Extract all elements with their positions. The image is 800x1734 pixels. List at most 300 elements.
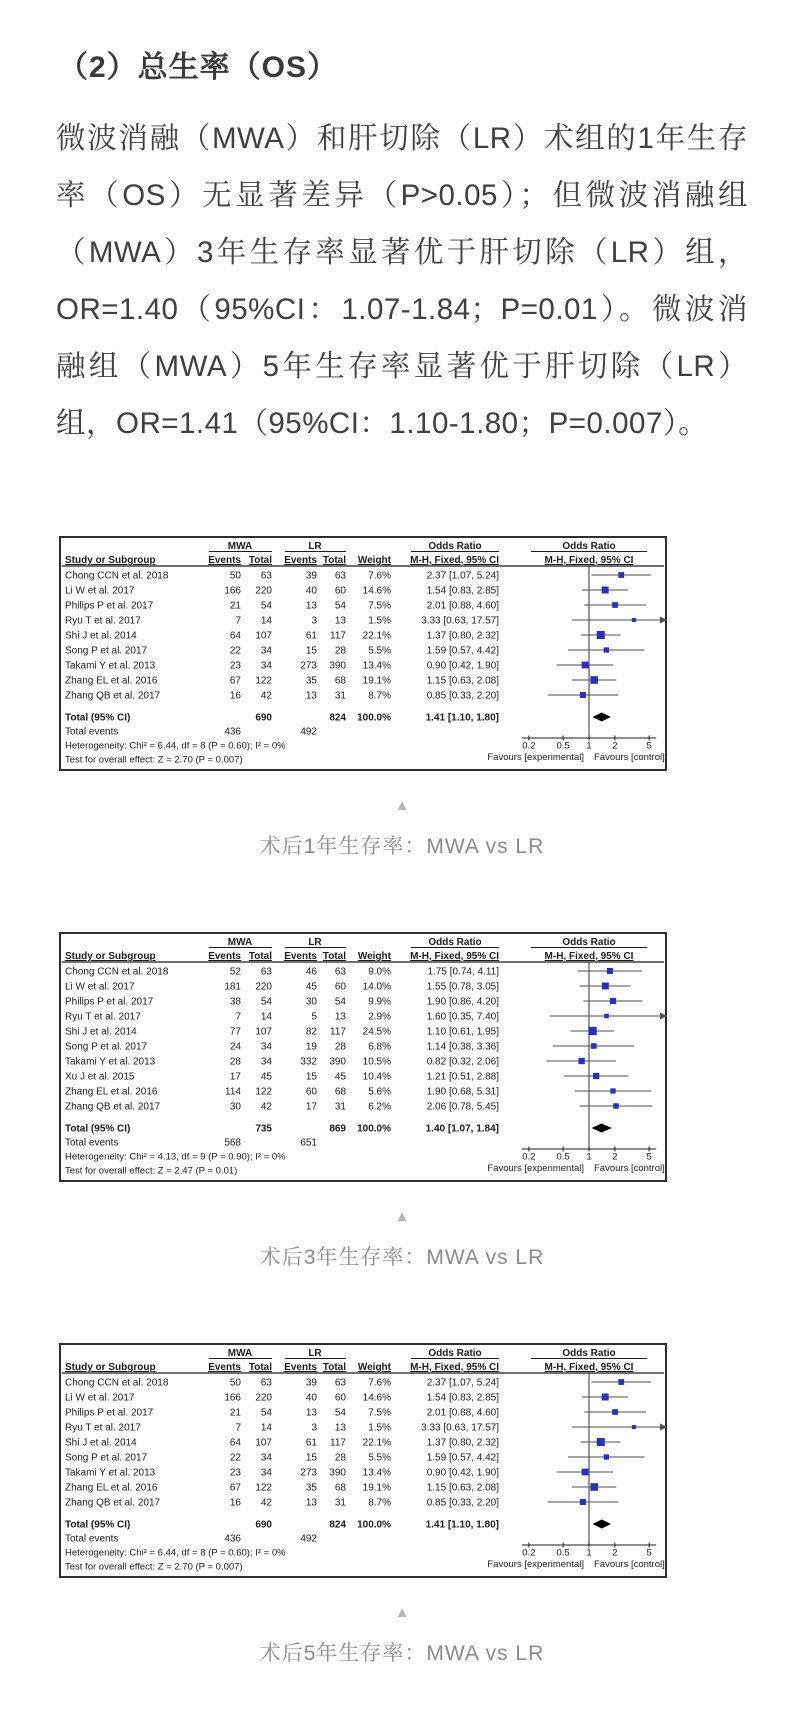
weight-text: 6.8% xyxy=(368,1041,391,1053)
axis-tick-label: 2 xyxy=(612,740,618,752)
mwa-total-text: 54 xyxy=(260,1407,272,1419)
lr-events-text: 82 xyxy=(305,1026,317,1038)
mwa-events-text: 50 xyxy=(229,1377,241,1389)
weight-text: 13.4% xyxy=(362,1467,391,1479)
lr-events-text: 35 xyxy=(305,675,317,687)
lr-events-text: 39 xyxy=(305,570,317,582)
weight-text: 1.5% xyxy=(368,615,391,627)
lr-events-text: 45 xyxy=(305,981,317,993)
or-ci-text: 1.21 [0.51, 2.88] xyxy=(426,1071,499,1083)
mwa-events-text: 30 xyxy=(229,1101,241,1113)
collapse-triangle-icon[interactable]: ▲ xyxy=(394,1604,410,1621)
effect-square xyxy=(590,1483,598,1491)
mwa-events-text: 21 xyxy=(229,600,241,612)
col-study: Study or Subgroup xyxy=(65,1362,156,1373)
weight-text: 14.6% xyxy=(362,585,391,597)
effect-square xyxy=(604,647,609,652)
weight-text: 9.0% xyxy=(368,966,391,978)
study-name-text: Zhang QB et al. 2017 xyxy=(65,1101,161,1113)
mwa-total-text: 220 xyxy=(255,585,272,597)
lr-total-text: 31 xyxy=(334,690,346,702)
lr-events-text: 15 xyxy=(305,1071,317,1083)
study-name-text: Xu J et al. 2015 xyxy=(65,1071,135,1083)
study-name-text: Chong CCN et al. 2018 xyxy=(65,1377,169,1389)
total-label: Total (95% CI) xyxy=(65,1519,131,1531)
mwa-total-text: 63 xyxy=(260,570,272,582)
weight-text: 8.7% xyxy=(368,690,391,702)
total-weight: 100.0% xyxy=(357,1123,391,1135)
lr-total-text: 54 xyxy=(334,996,346,1008)
figure-caption-3year: 术后3年生存率：MWA vs LR xyxy=(259,1246,545,1269)
axis-tick-label: 1 xyxy=(586,1547,592,1559)
col-mh-fixed-ci-graph: M-H, Fixed, 95% CI xyxy=(544,1362,634,1373)
lr-events-text: 19 xyxy=(305,1041,317,1053)
mwa-events-text: 166 xyxy=(224,1392,241,1404)
lr-events-text: 13 xyxy=(305,600,317,612)
effect-square xyxy=(582,1469,589,1476)
heterogeneity-text: Heterogeneity: Chi² = 6.44, df = 8 (P = 0.60); I² = 0% xyxy=(65,1547,286,1559)
forest-plot-wrap xyxy=(59,932,748,1182)
mwa-total-text: 42 xyxy=(260,1497,272,1509)
axis-tick-label: 1 xyxy=(586,1151,592,1163)
lr-total-text: 31 xyxy=(334,1497,346,1509)
axis-tick-label: 0.5 xyxy=(556,740,570,752)
col-mh-fixed-ci: M-H, Fixed, 95% CI xyxy=(410,555,499,566)
weight-text: 8.7% xyxy=(368,1497,391,1509)
mwa-events-text: 16 xyxy=(229,1497,241,1509)
forest-plot-wrap xyxy=(59,1343,748,1578)
figure-block-3year xyxy=(56,932,748,1271)
study-name-text: Philips P et al. 2017 xyxy=(65,600,154,612)
total-mwa-n: 690 xyxy=(255,712,272,724)
lr-events-text: 5 xyxy=(311,1011,317,1023)
favours-left-label: Favours [experimental] xyxy=(487,752,584,763)
study-name-text: Li W et al. 2017 xyxy=(65,1392,135,1404)
mwa-total-text: 45 xyxy=(260,1071,272,1083)
or-ci-text: 3.33 [0.63, 17.57] xyxy=(421,615,499,627)
lr-total-text: 28 xyxy=(334,1041,346,1053)
col-group-lr: LR xyxy=(308,937,322,948)
col-lr-total: Total xyxy=(322,555,346,566)
col-mh-fixed-ci: M-H, Fixed, 95% CI xyxy=(410,1362,499,1373)
mwa-events-text: 50 xyxy=(229,570,241,582)
lr-total-text: 63 xyxy=(334,1377,346,1389)
or-ci-text: 1.55 [0.78, 3.05] xyxy=(426,981,499,993)
weight-text: 7.5% xyxy=(368,600,391,612)
mwa-total-text: 34 xyxy=(260,645,272,657)
lr-total-text: 13 xyxy=(334,1422,346,1434)
study-name-text: Song P et al. 2017 xyxy=(65,1041,148,1053)
lr-events-text: 46 xyxy=(305,966,317,978)
lr-events-text: 15 xyxy=(305,645,317,657)
weight-text: 14.0% xyxy=(362,981,391,993)
heterogeneity-text: Heterogeneity: Chi² = 6.44, df = 8 (P = 0.60); I² = 0% xyxy=(65,740,286,752)
effect-square xyxy=(597,1438,605,1446)
effect-square xyxy=(610,998,616,1004)
col-mwa-total: Total xyxy=(248,1362,272,1373)
lr-events-text: 40 xyxy=(305,585,317,597)
total-events-lr: 492 xyxy=(300,1533,317,1545)
total-events-lr: 651 xyxy=(300,1137,317,1149)
lr-total-text: 60 xyxy=(334,981,346,993)
effect-square xyxy=(582,662,589,669)
study-name-text: Zhang EL et al. 2016 xyxy=(65,675,158,687)
total-events-mwa: 568 xyxy=(224,1137,241,1149)
mwa-events-text: 166 xyxy=(224,585,241,597)
total-lr-n: 824 xyxy=(329,1519,346,1531)
lr-total-text: 68 xyxy=(334,1482,346,1494)
axis-tick-label: 0.2 xyxy=(522,1547,536,1559)
mwa-total-text: 122 xyxy=(255,675,272,687)
weight-text: 2.9% xyxy=(368,1011,391,1023)
mwa-events-text: 16 xyxy=(229,690,241,702)
favours-right-label: Favours [control] xyxy=(594,1559,665,1570)
effect-square xyxy=(618,1379,624,1385)
total-lr-n: 869 xyxy=(329,1123,346,1135)
weight-text: 1.5% xyxy=(368,1422,391,1434)
effect-square xyxy=(604,1014,609,1019)
col-group-lr: LR xyxy=(308,1348,322,1359)
lr-events-text: 39 xyxy=(305,1377,317,1389)
mwa-events-text: 21 xyxy=(229,1407,241,1419)
study-name-text: Takami Y et al. 2013 xyxy=(65,1467,156,1479)
study-name-text: Li W et al. 2017 xyxy=(65,585,135,597)
axis-tick-label: 0.2 xyxy=(522,1151,536,1163)
lr-total-text: 28 xyxy=(334,1452,346,1464)
lr-events-text: 30 xyxy=(305,996,317,1008)
total-events-mwa: 436 xyxy=(224,1533,241,1545)
weight-text: 9.9% xyxy=(368,996,391,1008)
col-mwa-events: Events xyxy=(208,555,241,566)
or-ci-text: 2.37 [1.07, 5.24] xyxy=(426,570,499,582)
or-ci-text: 0.90 [0.42, 1.90] xyxy=(426,1467,499,1479)
mwa-total-text: 122 xyxy=(255,1086,272,1098)
col-lr-events: Events xyxy=(284,951,317,962)
mwa-events-text: 17 xyxy=(229,1071,241,1083)
col-mh-fixed-ci-graph: M-H, Fixed, 95% CI xyxy=(544,555,634,566)
col-mwa-events: Events xyxy=(208,1362,241,1373)
lr-total-text: 68 xyxy=(334,1086,346,1098)
weight-text: 7.6% xyxy=(368,570,391,582)
or-ci-text: 2.01 [0.88, 4.60] xyxy=(426,1407,499,1419)
lr-total-text: 45 xyxy=(334,1071,346,1083)
or-ci-text: 1.75 [0.74, 4.11] xyxy=(427,966,499,978)
or-ci-text: 1.37 [0.80, 2.32] xyxy=(426,1437,499,1449)
figure-block-5year xyxy=(56,1343,748,1667)
or-ci-text: 1.54 [0.83, 2.85] xyxy=(426,585,499,597)
weight-text: 10.4% xyxy=(362,1071,391,1083)
total-or-ci: 1.40 [1.07, 1.84] xyxy=(425,1123,499,1135)
study-name-text: Shi J et al. 2014 xyxy=(65,630,137,642)
or-ci-text: 3.33 [0.63, 17.57] xyxy=(421,1422,499,1434)
col-odds-ratio-graph: Odds Ratio xyxy=(562,937,616,948)
lr-events-text: 61 xyxy=(305,1437,317,1449)
effect-square xyxy=(580,692,586,698)
total-weight: 100.0% xyxy=(357,712,391,724)
overall-effect-text: Test for overall effect: Z = 2.70 (P = 0.007) xyxy=(65,754,243,766)
total-weight: 100.0% xyxy=(357,1519,391,1531)
effect-square xyxy=(602,587,609,594)
study-name-text: Shi J et al. 2014 xyxy=(65,1026,137,1038)
or-ci-text: 0.85 [0.33, 2.20] xyxy=(426,1497,499,1509)
study-name-text: Ryu T et al. 2017 xyxy=(65,615,141,627)
lr-events-text: 13 xyxy=(305,1407,317,1419)
weight-text: 19.1% xyxy=(362,1482,391,1494)
col-lr-events: Events xyxy=(284,555,317,566)
weight-text: 10.5% xyxy=(362,1056,391,1068)
col-lr-total: Total xyxy=(322,1362,346,1373)
weight-text: 19.1% xyxy=(362,675,391,687)
effect-square xyxy=(613,1103,618,1108)
favours-left-label: Favours [experimental] xyxy=(487,1559,584,1570)
total-label: Total (95% CI) xyxy=(65,1123,131,1135)
axis-tick-label: 0.5 xyxy=(556,1547,570,1559)
or-ci-text: 1.37 [0.80, 2.32] xyxy=(426,630,499,642)
overall-effect-text: Test for overall effect: Z = 2.47 (P = 0.01) xyxy=(65,1165,238,1177)
lr-events-text: 15 xyxy=(305,1452,317,1464)
col-mwa-events: Events xyxy=(208,951,241,962)
or-ci-text: 2.01 [0.88, 4.60] xyxy=(426,600,499,612)
forest-plot-wrap xyxy=(59,536,748,771)
lr-total-text: 117 xyxy=(330,1437,346,1449)
study-name-text: Ryu T et al. 2017 xyxy=(65,1422,141,1434)
or-ci-text: 1.90 [0.68, 5.31] xyxy=(426,1086,499,1098)
col-lr-total: Total xyxy=(322,951,346,962)
mwa-total-text: 42 xyxy=(260,690,272,702)
weight-text: 22.1% xyxy=(362,630,391,642)
study-name-text: Zhang QB et al. 2017 xyxy=(65,690,161,702)
effect-square xyxy=(597,631,605,639)
effect-square xyxy=(612,1409,618,1415)
mwa-events-text: 114 xyxy=(225,1086,241,1098)
col-lr-events: Events xyxy=(284,1362,317,1373)
mwa-total-text: 107 xyxy=(255,1026,272,1038)
mwa-events-text: 24 xyxy=(229,1041,241,1053)
lr-total-text: 31 xyxy=(334,1101,346,1113)
effect-square xyxy=(602,983,609,990)
col-group-mwa: MWA xyxy=(227,1348,253,1359)
weight-text: 5.5% xyxy=(368,1452,391,1464)
mwa-events-text: 7 xyxy=(235,1422,241,1434)
lr-events-text: 3 xyxy=(311,1422,317,1434)
mwa-total-text: 63 xyxy=(260,1377,272,1389)
mwa-events-text: 7 xyxy=(235,1011,241,1023)
collapse-triangle-icon[interactable]: ▲ xyxy=(394,1208,410,1225)
mwa-total-text: 14 xyxy=(260,1011,272,1023)
total-or-ci: 1.41 [1.10, 1.80] xyxy=(425,712,499,724)
mwa-total-text: 54 xyxy=(260,600,272,612)
lr-total-text: 117 xyxy=(330,1026,346,1038)
mwa-total-text: 14 xyxy=(260,615,272,627)
lr-total-text: 63 xyxy=(334,966,346,978)
overall-effect-text: Test for overall effect: Z = 2.70 (P = 0.007) xyxy=(65,1561,243,1573)
col-mwa-total: Total xyxy=(248,951,272,962)
favours-left-label: Favours [experimental] xyxy=(487,1163,584,1174)
or-ci-text: 1.60 [0.35, 7.40] xyxy=(426,1011,499,1023)
col-odds-ratio-text: Odds Ratio xyxy=(428,1348,482,1359)
lr-events-text: 273 xyxy=(300,1467,317,1479)
study-name-text: Song P et al. 2017 xyxy=(65,1452,148,1464)
col-study: Study or Subgroup xyxy=(65,951,156,962)
lr-total-text: 13 xyxy=(334,1011,346,1023)
weight-text: 24.5% xyxy=(362,1026,391,1038)
lr-total-text: 54 xyxy=(334,1407,346,1419)
lr-events-text: 13 xyxy=(305,1497,317,1509)
lr-events-text: 332 xyxy=(300,1056,317,1068)
weight-text: 7.5% xyxy=(368,1407,391,1419)
mwa-total-text: 34 xyxy=(260,1452,272,1464)
study-name-text: Takami Y et al. 2013 xyxy=(65,660,156,672)
lr-total-text: 390 xyxy=(329,660,346,672)
mwa-events-text: 22 xyxy=(229,1452,241,1464)
mwa-events-text: 67 xyxy=(229,1482,241,1494)
col-odds-ratio-graph: Odds Ratio xyxy=(562,541,616,552)
or-ci-text: 1.14 [0.38, 3.36] xyxy=(426,1041,499,1053)
study-name-text: Song P et al. 2017 xyxy=(65,645,148,657)
figure-block-1year xyxy=(56,536,748,860)
lr-total-text: 28 xyxy=(334,645,346,657)
weight-text: 6.2% xyxy=(368,1101,391,1113)
mwa-events-text: 64 xyxy=(229,630,241,642)
lr-events-text: 60 xyxy=(305,1086,317,1098)
col-weight: Weight xyxy=(357,555,391,566)
total-events-label: Total events xyxy=(65,1137,119,1149)
mwa-events-text: 181 xyxy=(224,981,241,993)
total-or-ci: 1.41 [1.10, 1.80] xyxy=(425,1519,499,1531)
effect-square xyxy=(580,1499,586,1505)
col-odds-ratio-text: Odds Ratio xyxy=(428,541,482,552)
lr-total-text: 13 xyxy=(334,615,346,627)
study-name-text: Chong CCN et al. 2018 xyxy=(65,570,169,582)
col-study: Study or Subgroup xyxy=(65,555,156,566)
favours-right-label: Favours [control] xyxy=(594,752,665,763)
axis-tick-label: 5 xyxy=(646,1547,652,1559)
lr-total-text: 54 xyxy=(334,600,346,612)
axis-tick-label: 0.2 xyxy=(522,740,536,752)
mwa-total-text: 34 xyxy=(260,1041,272,1053)
weight-text: 5.5% xyxy=(368,645,391,657)
mwa-events-text: 77 xyxy=(229,1026,241,1038)
forest-plot-3year-os xyxy=(59,932,667,1182)
col-weight: Weight xyxy=(357,1362,391,1373)
mwa-events-text: 28 xyxy=(229,1056,241,1068)
mwa-events-text: 64 xyxy=(229,1437,241,1449)
mwa-total-text: 220 xyxy=(255,1392,272,1404)
mwa-total-text: 42 xyxy=(260,1101,272,1113)
or-ci-text: 1.59 [0.57, 4.42] xyxy=(426,1452,499,1464)
effect-square xyxy=(593,1073,599,1079)
or-ci-text: 1.59 [0.57, 4.42] xyxy=(426,645,499,657)
col-group-mwa: MWA xyxy=(227,541,253,552)
total-lr-n: 824 xyxy=(329,712,346,724)
total-events-mwa: 436 xyxy=(224,726,241,738)
lr-total-text: 63 xyxy=(334,570,346,582)
effect-square xyxy=(590,676,598,684)
lr-events-text: 3 xyxy=(311,615,317,627)
lr-events-text: 13 xyxy=(305,690,317,702)
effect-square xyxy=(612,602,618,608)
weight-text: 13.4% xyxy=(362,660,391,672)
study-name-text: Zhang EL et al. 2016 xyxy=(65,1086,158,1098)
study-name-text: Zhang EL et al. 2016 xyxy=(65,1482,158,1494)
collapse-triangle-icon[interactable]: ▲ xyxy=(394,797,410,814)
or-ci-text: 1.90 [0.86, 4.20] xyxy=(426,996,499,1008)
effect-square xyxy=(578,1058,584,1064)
axis-tick-label: 0.5 xyxy=(556,1151,570,1163)
study-name-text: Chong CCN et al. 2018 xyxy=(65,966,169,978)
effect-square xyxy=(604,1454,609,1459)
mwa-events-text: 67 xyxy=(229,675,241,687)
forest-plot-5year-os xyxy=(59,1343,667,1578)
mwa-total-text: 14 xyxy=(260,1422,272,1434)
lr-events-text: 35 xyxy=(305,1482,317,1494)
mwa-events-text: 22 xyxy=(229,645,241,657)
col-mwa-total: Total xyxy=(248,555,272,566)
or-ci-text: 1.15 [0.63, 2.08] xyxy=(426,1482,499,1494)
mwa-total-text: 34 xyxy=(260,1467,272,1479)
mwa-total-text: 107 xyxy=(255,1437,272,1449)
mwa-events-text: 7 xyxy=(235,615,241,627)
axis-tick-label: 2 xyxy=(612,1151,618,1163)
effect-square xyxy=(610,1088,615,1093)
effect-square xyxy=(632,618,636,622)
axis-tick-label: 5 xyxy=(646,740,652,752)
figure-caption-5year: 术后5年生存率：MWA vs LR xyxy=(259,1642,545,1665)
lr-total-text: 60 xyxy=(334,1392,346,1404)
total-label: Total (95% CI) xyxy=(65,712,131,724)
mwa-events-text: 52 xyxy=(229,966,241,978)
mwa-total-text: 34 xyxy=(260,1056,272,1068)
col-mh-fixed-ci-graph: M-H, Fixed, 95% CI xyxy=(544,951,634,962)
lr-events-text: 17 xyxy=(305,1101,317,1113)
col-weight: Weight xyxy=(357,951,391,962)
study-name-text: Zhang QB et al. 2017 xyxy=(65,1497,161,1509)
weight-text: 14.6% xyxy=(362,1392,391,1404)
mwa-total-text: 34 xyxy=(260,660,272,672)
total-mwa-n: 735 xyxy=(255,1123,272,1135)
lr-total-text: 390 xyxy=(329,1467,346,1479)
favours-right-label: Favours [control] xyxy=(594,1163,665,1174)
heterogeneity-text: Heterogeneity: Chi² = 4.13, df = 9 (P = 0.90); I² = 0% xyxy=(65,1151,286,1163)
col-odds-ratio-graph: Odds Ratio xyxy=(562,1348,616,1359)
lr-total-text: 390 xyxy=(329,1056,346,1068)
or-ci-text: 0.82 [0.32, 2.06] xyxy=(426,1056,499,1068)
mwa-total-text: 63 xyxy=(260,966,272,978)
effect-square xyxy=(618,572,624,578)
mwa-events-text: 23 xyxy=(229,660,241,672)
axis-tick-label: 2 xyxy=(612,1547,618,1559)
weight-text: 22.1% xyxy=(362,1437,391,1449)
study-name-text: Shi J et al. 2014 xyxy=(65,1437,137,1449)
effect-square xyxy=(602,1394,609,1401)
mwa-total-text: 54 xyxy=(260,996,272,1008)
mwa-total-text: 107 xyxy=(255,630,272,642)
study-name-text: Ryu T et al. 2017 xyxy=(65,1011,141,1023)
axis-tick-label: 1 xyxy=(586,740,592,752)
mwa-total-text: 122 xyxy=(255,1482,272,1494)
effect-square xyxy=(588,1027,596,1035)
mwa-events-text: 38 xyxy=(229,996,241,1008)
total-events-label: Total events xyxy=(65,726,119,738)
forest-plot-1year-os xyxy=(59,536,667,771)
lr-total-text: 60 xyxy=(334,585,346,597)
or-ci-text: 1.10 [0.61, 1.95] xyxy=(426,1026,499,1038)
col-odds-ratio-text: Odds Ratio xyxy=(428,937,482,948)
total-events-lr: 492 xyxy=(300,726,317,738)
mwa-total-text: 220 xyxy=(255,981,272,993)
weight-text: 5.6% xyxy=(368,1086,391,1098)
study-name-text: Li W et al. 2017 xyxy=(65,981,135,993)
